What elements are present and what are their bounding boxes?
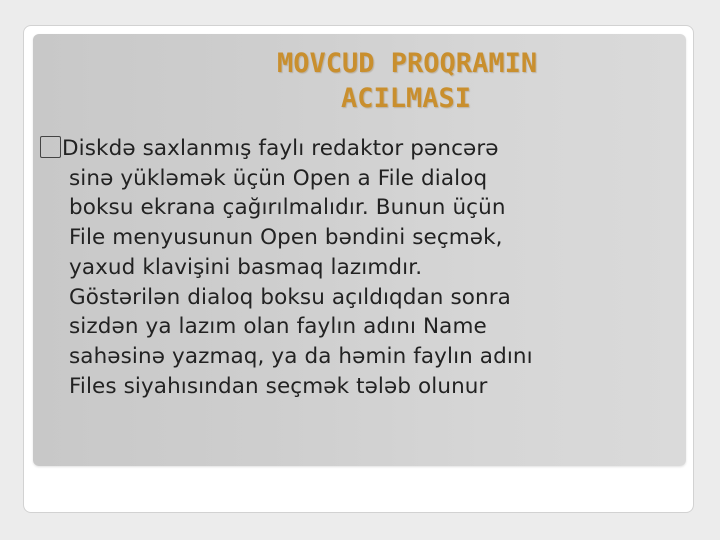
body-line-2: sinə yükləmək üçün Open a File dialoq (69, 165, 488, 191)
slide-title-line-1: MOVCUD PROQRAMIN (277, 48, 538, 79)
missing-glyph-box-icon (40, 136, 61, 158)
body-line-8: sahəsinə yazmaq, ya da həmin faylın adını (69, 343, 533, 369)
body-line-1 (40, 134, 680, 164)
body-line-4: File menyusunun Open bəndini seçmək, (69, 225, 503, 251)
body-line-7: sizdən ya lazım olan faylın adını Name (69, 314, 487, 340)
body-line-6: Göstərilən dialoq boksu açıldıqdan sonra (69, 284, 511, 310)
body-line-9: Files siyahısından seçmək tələb olunur (69, 373, 488, 399)
body-line-1-text: Diskdə saxlanmış faylı redaktor pəncərə (62, 136, 499, 161)
slide-title-line-2: ACILMASI (341, 83, 472, 114)
body-line-3: boksu ekrana çağırılmalıdır. Bunun üçün (69, 195, 506, 221)
slide-body (40, 134, 680, 401)
body-line-5: yaxud klavişini basmaq lazımdır. (69, 254, 423, 280)
